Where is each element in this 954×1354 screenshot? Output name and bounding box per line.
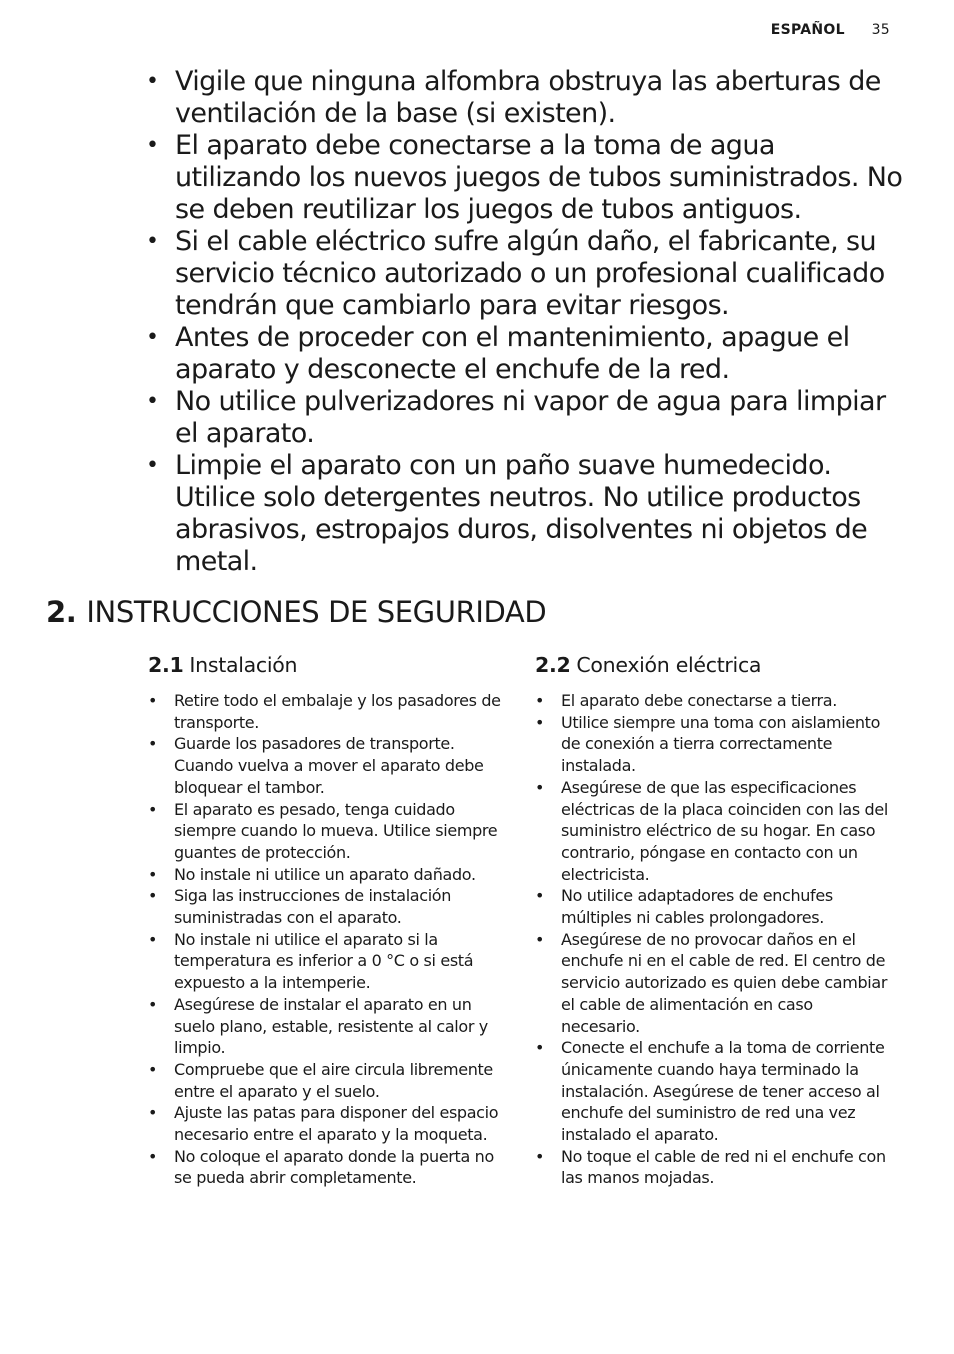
list-item: • No utilice pulverizadores ni vapor de agua para limpiar el aparato. (146, 386, 906, 450)
list-item: • No coloque el aparato donde la puerta no se pueda abrir completamente. (148, 1146, 508, 1189)
header-language: ESPAÑOL (770, 22, 845, 38)
section-title (46, 592, 546, 632)
list-item: • Asegúrese de instalar el aparato en un suelo plano, estable, resistente al calor y limpio. (148, 994, 508, 1059)
list-item: • Asegúrese de que las especificaciones eléctricas de la placa coinciden con las del suministro eléctrico de su hogar. En caso contrario, póngase en contacto con un electricista. (535, 777, 895, 886)
list-item: • Conecte el enchufe a la toma de corriente únicamente cuando haya terminado la instalación. Asegúrese de tener acceso al enchufe del suministro de red una vez instalado el aparato. (535, 1037, 895, 1146)
list-item: • No utilice adaptadores de enchufes múltiples ni cables prolongadores. (535, 885, 895, 928)
electrical-title: Conexión eléctrica (576, 653, 762, 677)
electrical-heading (535, 650, 895, 680)
electrical-list (535, 690, 895, 1189)
installation-heading (148, 650, 508, 680)
list-item: • Si el cable eléctrico sufre algún daño, el fabricante, su servicio técnico autorizado o un profesional cualificado tendrán que cambiarlo para evitar riesgos. (146, 226, 906, 322)
electrical-column (535, 650, 895, 1189)
list-item: • No toque el cable de red ni el enchufe con las manos mojadas. (535, 1146, 895, 1189)
list-item: • Ajuste las patas para disponer del espacio necesario entre el aparato y la moqueta. (148, 1102, 508, 1145)
list-item: • Utilice siempre una toma con aislamiento de conexión a tierra correctamente instalada. (535, 712, 895, 777)
list-item: • No instale ni utilice un aparato dañado. (148, 864, 508, 886)
section-title-text: INSTRUCCIONES DE SEGURIDAD (86, 595, 547, 629)
list-item: • El aparato debe conectarse a la toma de agua utilizando los nuevos juegos de tubos suministrados. No se deben reutilizar los juegos de tubos antiguos. (146, 130, 906, 226)
installation-column (148, 650, 508, 1189)
electrical-number: 2.2 (535, 653, 571, 677)
list-item: • Asegúrese de no provocar daños en el enchufe ni en el cable de red. El centro de servicio autorizado es quien debe cambiar el cable de alimentación en caso necesario. (535, 929, 895, 1038)
page-number: 35 (871, 22, 890, 38)
installation-title: Instalación (189, 653, 298, 677)
list-item: • Compruebe que el aire circula libremente entre el aparato y el suelo. (148, 1059, 508, 1102)
list-item: • El aparato debe conectarse a tierra. (535, 690, 895, 712)
intro-bullet-list (146, 66, 906, 578)
installation-list (148, 690, 508, 1189)
list-item: • Retire todo el embalaje y los pasadores de transporte. (148, 690, 508, 733)
section-number: 2. (46, 595, 77, 629)
list-item: • Guarde los pasadores de transporte. Cuando vuelva a mover el aparato debe bloquear el tambor. (148, 733, 508, 798)
list-item: • Siga las instrucciones de instalación suministradas con el aparato. (148, 885, 508, 928)
list-item: • El aparato es pesado, tenga cuidado siempre cuando lo mueva. Utilice siempre guantes de protección. (148, 799, 508, 864)
list-item: • Antes de proceder con el mantenimiento, apague el aparato y desconecte el enchufe de la red. (146, 322, 906, 386)
page-header (771, 22, 890, 38)
list-item: • No instale ni utilice el aparato si la temperatura es inferior a 0 °C o si está expuesto a la intemperie. (148, 929, 508, 994)
list-item: • Limpie el aparato con un paño suave humedecido. Utilice solo detergentes neutros. No utilice productos abrasivos, estropajos duros, disolventes ni objetos de metal. (146, 450, 906, 578)
list-item: • Vigile que ninguna alfombra obstruya las aberturas de ventilación de la base (si existen). (146, 66, 906, 130)
installation-number: 2.1 (148, 653, 184, 677)
